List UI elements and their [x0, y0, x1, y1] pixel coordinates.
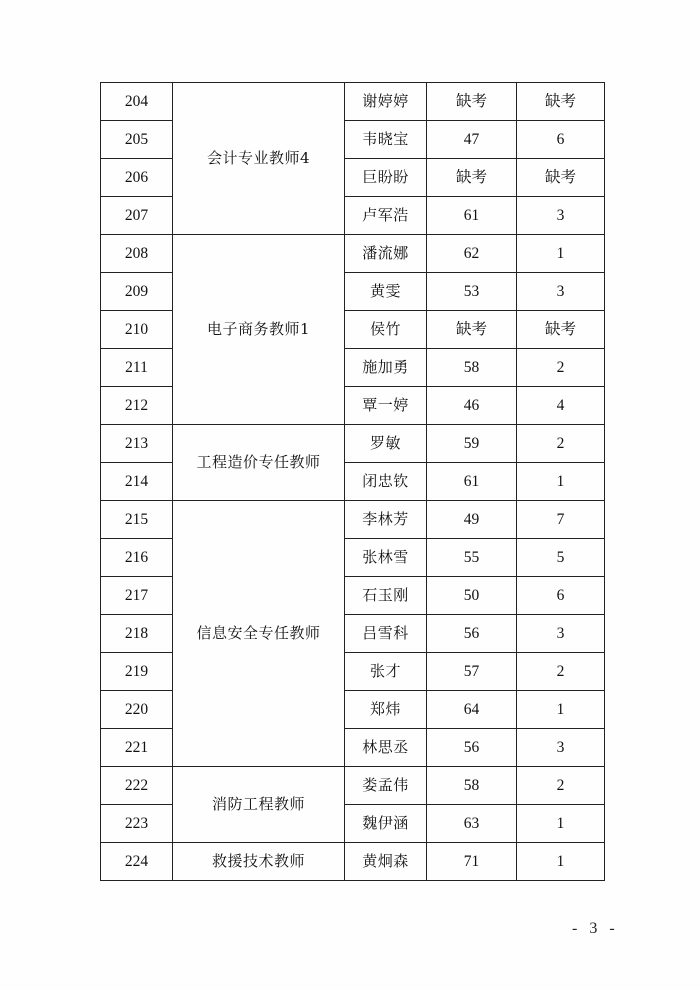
score-cell: 61: [427, 197, 517, 235]
score-cell: 53: [427, 273, 517, 311]
score-cell: 59: [427, 425, 517, 463]
rank-cell: 6: [517, 577, 605, 615]
rank-cell: 缺考: [517, 83, 605, 121]
score-cell: 71: [427, 843, 517, 881]
candidate-name-cell: 侯竹: [345, 311, 427, 349]
table-row: [101, 83, 605, 121]
seq-number-cell: 209: [101, 273, 173, 311]
candidate-name-cell: 黄炯森: [345, 843, 427, 881]
seq-number-cell: 224: [101, 843, 173, 881]
candidate-name-cell: 卢军浩: [345, 197, 427, 235]
candidate-name-cell: 韦晓宝: [345, 121, 427, 159]
rank-cell: 2: [517, 767, 605, 805]
rank-cell: 6: [517, 121, 605, 159]
score-cell: 56: [427, 615, 517, 653]
seq-number-cell: 217: [101, 577, 173, 615]
rank-cell: 3: [517, 197, 605, 235]
score-cell: 46: [427, 387, 517, 425]
seq-number-cell: 222: [101, 767, 173, 805]
rank-cell: 缺考: [517, 311, 605, 349]
score-cell: 58: [427, 767, 517, 805]
candidate-name-cell: 谢婷婷: [345, 83, 427, 121]
score-cell: 缺考: [427, 159, 517, 197]
candidate-name-cell: 李林芳: [345, 501, 427, 539]
seq-number-cell: 216: [101, 539, 173, 577]
rank-cell: 5: [517, 539, 605, 577]
candidate-name-cell: 潘流娜: [345, 235, 427, 273]
score-cell: 64: [427, 691, 517, 729]
score-cell: 61: [427, 463, 517, 501]
seq-number-cell: 210: [101, 311, 173, 349]
candidate-name-cell: 吕雪科: [345, 615, 427, 653]
position-cell: 救援技术教师: [173, 843, 345, 881]
table-row: [101, 235, 605, 273]
table-row: [101, 425, 605, 463]
score-cell: 50: [427, 577, 517, 615]
rank-cell: 3: [517, 615, 605, 653]
rank-cell: 2: [517, 425, 605, 463]
position-cell: 工程造价专任教师: [173, 425, 345, 501]
seq-number-cell: 206: [101, 159, 173, 197]
seq-number-cell: 215: [101, 501, 173, 539]
position-cell: 电子商务教师1: [173, 235, 345, 425]
candidate-name-cell: 覃一婷: [345, 387, 427, 425]
seq-number-cell: 218: [101, 615, 173, 653]
table-row: [101, 843, 605, 881]
position-cell: 会计专业教师4: [173, 83, 345, 235]
rank-cell: 缺考: [517, 159, 605, 197]
seq-number-cell: 208: [101, 235, 173, 273]
score-cell: 63: [427, 805, 517, 843]
score-cell: 缺考: [427, 311, 517, 349]
results-table-body: [101, 83, 605, 881]
rank-cell: 1: [517, 805, 605, 843]
position-cell: 信息安全专任教师: [173, 501, 345, 767]
score-cell: 49: [427, 501, 517, 539]
seq-number-cell: 205: [101, 121, 173, 159]
candidate-name-cell: 张林雪: [345, 539, 427, 577]
score-cell: 56: [427, 729, 517, 767]
page-number: - 3 -: [572, 920, 619, 937]
seq-number-cell: 223: [101, 805, 173, 843]
position-cell: 消防工程教师: [173, 767, 345, 843]
seq-number-cell: 220: [101, 691, 173, 729]
score-cell: 58: [427, 349, 517, 387]
seq-number-cell: 219: [101, 653, 173, 691]
score-cell: 57: [427, 653, 517, 691]
candidate-name-cell: 林思丞: [345, 729, 427, 767]
rank-cell: 7: [517, 501, 605, 539]
table-row: [101, 767, 605, 805]
rank-cell: 3: [517, 729, 605, 767]
candidate-name-cell: 魏伊涵: [345, 805, 427, 843]
table-row: [101, 501, 605, 539]
candidate-name-cell: 石玉刚: [345, 577, 427, 615]
seq-number-cell: 204: [101, 83, 173, 121]
rank-cell: 1: [517, 235, 605, 273]
candidate-name-cell: 娄孟伟: [345, 767, 427, 805]
rank-cell: 2: [517, 349, 605, 387]
seq-number-cell: 207: [101, 197, 173, 235]
candidate-name-cell: 郑炜: [345, 691, 427, 729]
score-cell: 55: [427, 539, 517, 577]
rank-cell: 1: [517, 691, 605, 729]
rank-cell: 4: [517, 387, 605, 425]
score-cell: 47: [427, 121, 517, 159]
seq-number-cell: 213: [101, 425, 173, 463]
candidate-name-cell: 施加勇: [345, 349, 427, 387]
seq-number-cell: 214: [101, 463, 173, 501]
results-table: [100, 82, 605, 881]
score-cell: 62: [427, 235, 517, 273]
candidate-name-cell: 巨盼盼: [345, 159, 427, 197]
candidate-name-cell: 闭忠钦: [345, 463, 427, 501]
seq-number-cell: 211: [101, 349, 173, 387]
candidate-name-cell: 张才: [345, 653, 427, 691]
candidate-name-cell: 罗敏: [345, 425, 427, 463]
rank-cell: 1: [517, 463, 605, 501]
seq-number-cell: 212: [101, 387, 173, 425]
seq-number-cell: 221: [101, 729, 173, 767]
candidate-name-cell: 黄雯: [345, 273, 427, 311]
rank-cell: 1: [517, 843, 605, 881]
rank-cell: 3: [517, 273, 605, 311]
rank-cell: 2: [517, 653, 605, 691]
score-cell: 缺考: [427, 83, 517, 121]
